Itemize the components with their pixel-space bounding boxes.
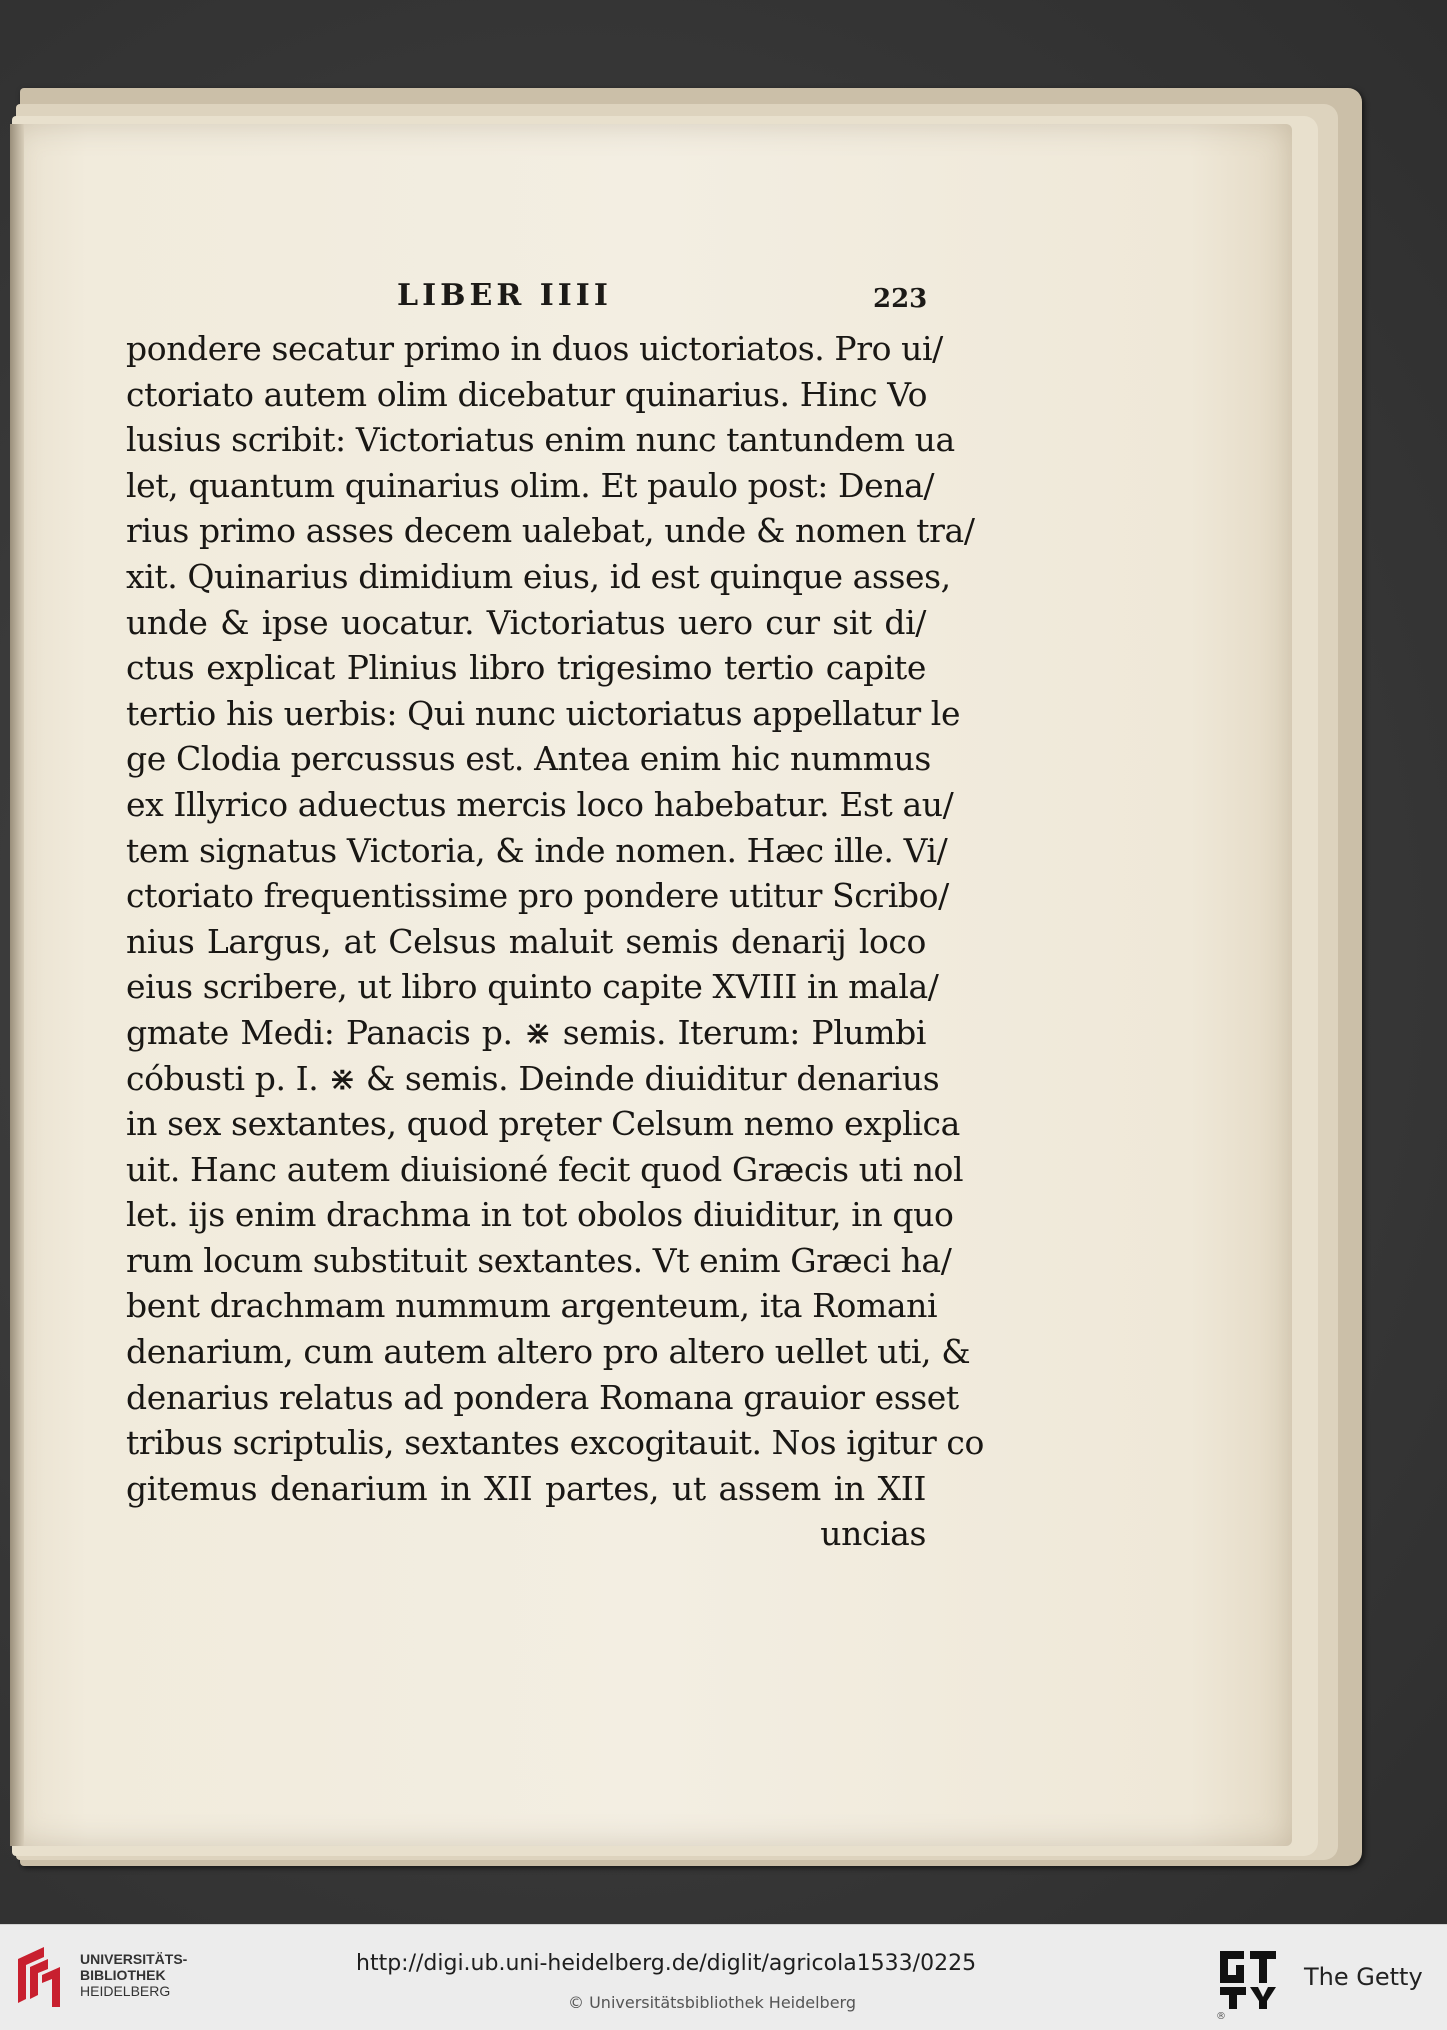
text-line: in sex sextantes, quod pręter Celsum nemo explica xyxy=(126,1104,960,1144)
text-line: rius primo asses decem ualebat, unde & nomen tra/ xyxy=(126,511,975,551)
text-line: tertio his uerbis: Qui nunc uictoriatus appellatur le xyxy=(126,693,961,733)
text-line: eius scribere, ut libro quinto capite XVIII in mala/ xyxy=(126,967,939,1007)
text-line: lusius scribit: Victoriatus enim nunc tantundem ua xyxy=(126,420,955,460)
library-name-line: UNIVERSITÄTS- xyxy=(80,1951,188,1967)
text-line: ctoriato frequentissime pro pondere utitur Scribo/ xyxy=(126,876,949,916)
text-line: tem signatus Victoria, & inde nomen. Hæc ille. Vi/ xyxy=(126,830,948,870)
copyright-notice: © Universitätsbibliothek Heidelberg xyxy=(568,1993,857,2012)
text-line: xit. Quinarius dimidium eius, id est quinque asses, xyxy=(126,556,951,596)
getty-registered-mark: ® xyxy=(1216,2011,1226,2022)
text-line: nius Largus, at Celsus maluit semis denarij loco xyxy=(126,921,926,961)
text-line: let, quantum quinarius olim. Et paulo post: Dena/ xyxy=(126,465,935,505)
catchword: uncias xyxy=(820,1514,926,1554)
text-line: gitemus denarium in XII partes, ut assem in XII xyxy=(126,1468,926,1508)
text-line: ctus explicat Plinius libro trigesimo tertio capite xyxy=(126,648,926,688)
text-line: denarius relatus ad pondera Romana grauior esset xyxy=(126,1377,959,1417)
getty-logo-icon[interactable] xyxy=(1216,1947,1280,2011)
text-line: ctoriato autem olim dicebatur quinarius. Hinc Vo xyxy=(126,374,928,414)
text-line: ge Clodia percussus est. Antea enim hic nummus xyxy=(126,739,931,779)
running-head: LIBER IIII xyxy=(397,278,612,313)
text-line: gmate Medi: Panacis p. ⋇ semis. Iterum: Plumbi xyxy=(126,1012,926,1052)
text-block xyxy=(126,326,984,1557)
text-line: cóbusti p. I. ⋇ & semis. Deinde diuiditur denarius xyxy=(126,1058,940,1098)
library-name-line: BIBLIOTHEK xyxy=(80,1967,166,1983)
text-line: unde & ipse uocatur. Victoriatus uero cur sit di/ xyxy=(126,602,926,642)
page-number: 223 xyxy=(873,284,928,314)
text-line: tribus scriptulis, sextantes excogitauit. Nos igitur co xyxy=(126,1423,984,1463)
text-line: bent drachmam nummum argenteum, ita Romani xyxy=(126,1286,938,1326)
ub-heidelberg-logo-icon[interactable] xyxy=(14,1945,72,2009)
text-line: let. ijs enim drachma in tot obolos diuiditur, in quo xyxy=(126,1195,954,1235)
library-name-line: HEIDELBERG xyxy=(80,1983,171,1999)
text-line: uit. Hanc autem diuisioné fecit quod Græcis uti nol xyxy=(126,1149,964,1189)
library-name xyxy=(80,1951,187,1999)
text-line: pondere secatur primo in duos uictoriatos. Pro ui/ xyxy=(126,329,943,368)
text-line: denarium, cum autem altero pro altero uellet uti, & xyxy=(126,1332,971,1372)
getty-label: The Getty xyxy=(1304,1963,1423,1991)
text-line: rum locum substituit sextantes. Vt enim Græci ha/ xyxy=(126,1240,952,1280)
text-line: ex Illyrico aduectus mercis loco habebatur. Est au/ xyxy=(126,784,954,824)
page-gutter xyxy=(10,124,24,1846)
footer-bar xyxy=(0,1924,1447,2030)
permalink-url[interactable]: http://digi.ub.uni-heidelberg.de/diglit/agricola1533/0225 xyxy=(356,1951,977,1976)
